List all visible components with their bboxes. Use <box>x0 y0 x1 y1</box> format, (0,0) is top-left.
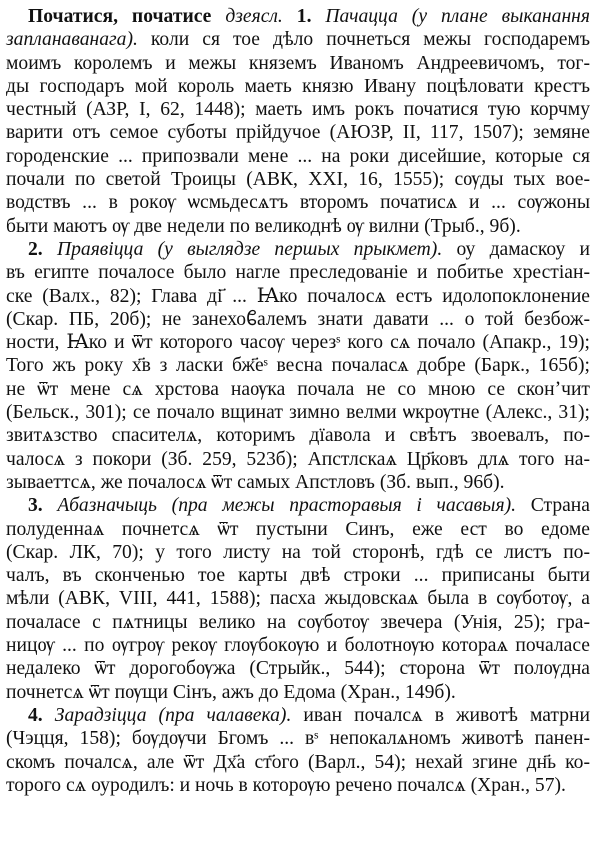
entry-line: городенские ... припозвали мене ... на роки дисейшие, которые ся <box>6 145 590 167</box>
entry-line: варити отъ семое суботы прійдучое (АЮЗР, II, 117, 1507); земяне <box>6 122 590 144</box>
entry-section-1 <box>6 5 590 238</box>
part-of-speech: дзеясл. <box>225 6 283 27</box>
entry-line: ды господаръ мой король маеть князю Ивану поцѣловати крестъ <box>6 75 590 97</box>
entry-line: чалосѧ з покори (Зб. 259, 523б); Апстлскаѧ Цр҃ковъ длѧ того на- <box>6 448 590 470</box>
entry-line: быти маютъ ѹ две недели по великоднѣ ѹ вилни (Трыб., 9б). <box>6 215 521 237</box>
entry-line: (Скар. ЛК, 70); у того листу на той сторонѣ, гдѣ се листъ по- <box>6 541 590 563</box>
entry-section-4 <box>6 704 590 797</box>
entry-line: (Чэцця, 158); бѹдѹчи Бгомъ ... вˢ непокалѧномъ животѣ панен- <box>6 728 590 750</box>
entry-line <box>6 5 590 28</box>
entry-line: 3. Абазначыць (пра межы прасторавыя і часавыя). Страна <box>28 495 590 517</box>
entry-line: торого сѧ оуродилъ: и ночь в которѹю речено почалсѧ (Хран., 57). <box>6 774 566 796</box>
entry-line: запланаванага). коли ся тое дѣло почнеться межы господаремъ <box>6 29 590 51</box>
sense-number: 2. <box>28 238 43 260</box>
entry-line: полуденнаѧ почнетсѧ ѿт пустыни Синъ, еже ест во едоме <box>6 518 590 540</box>
entry-line: честный (АЗР, I, 62, 1448); маеть имъ рокъ початися тую корчму <box>6 99 590 121</box>
sense-number: 1. <box>296 6 312 27</box>
sense-gloss: Праявіцца (у выглядзе першых прыкмет). <box>56 238 443 260</box>
entry-line: скомъ почалсѧ, але ѿт Дх҃а ст҃ого (Варл., 54); нехай згине дн҃ь ко- <box>6 751 590 773</box>
sense-gloss: Абазначыць (пра межы прасторавыя і часавыя). <box>57 495 516 517</box>
entry-line: ске (Валх., 82); Глава ді҃ ... Ꙗко почалосѧ естъ идолопоклонение <box>6 285 590 307</box>
entry-line: моимъ королемъ и межы княземъ Иваномъ Андреевичомъ, тог- <box>6 52 590 74</box>
entry-line: зываеттсѧ, же почалосѧ ѿт самых Апстловъ (Зб. вып., 96б). <box>6 471 505 493</box>
sense-gloss: Зарадзіцца (пра чалавека). <box>54 704 292 726</box>
entry-line: мѣли (АВК, VIII, 441, 1588); пасха жыдовскаѧ была в сѹботѹ, а <box>6 588 590 610</box>
sense-number: 3. <box>28 495 43 517</box>
entry-line: ницѹ ... по ѹгрѹ рекѹ глѹбокѹю и болотнѹю котораѧ почаласе <box>6 635 590 657</box>
entry-line: недалеко ѿт дорогобѹжа (Стрыйк., 544); сторона ѿт полѹдна <box>6 658 590 680</box>
entry-line: звитѧзство спасителѧ, которимъ дїавола и свѣтъ звоевалъ, по- <box>6 425 590 447</box>
entry-line: ности, Ꙗко и ѿт которого часѹ черезˢ кого сѧ почало (Апакр., 19); <box>6 332 590 354</box>
headword: Початися, початисе <box>28 6 212 27</box>
entry-line: почаласе с пѧтницы велико на сѹботѹ звечера (Унія, 25); гра- <box>6 611 590 633</box>
entry-line: (Скар. ПБ, 20б); не занехоᲀалемъ знати давати ... о той безбож- <box>6 308 590 330</box>
entry-line: Того жъ року х҃в з ласки бж҃еˢ весна почаласѧ добре (Барк., 165б); <box>6 355 590 377</box>
entry-section-3 <box>6 494 590 704</box>
entry-line: (Бельск., 301); се почало вщинат зимно велми ѡкрѹтне (Алекс., 31); <box>6 402 590 424</box>
entry-line: чалъ, въ сконченью тое карты двѣ строки ... приписаны быти <box>6 565 590 587</box>
entry-line: почали по светой Троицы (АВК, XXI, 16, 1555); сѹды тых вое- <box>6 169 590 191</box>
entry-line: 2. Праявіцца (у выглядзе першых прыкмет). оу дамаскоу и <box>28 238 590 260</box>
sense-number: 4. <box>28 704 43 726</box>
sense-gloss: Пачацца (у плане выканання <box>325 6 590 27</box>
entry-line: въ египте почалосе было нагле преследованіе и побитье хрестіан- <box>6 262 590 284</box>
entry-line: 4. Зарадзіцца (пра чалавека). иван почалсѧ в животѣ матрни <box>28 704 590 726</box>
entry-line: не ѿт мене сѧ хрстова наѹка почала не со мною се сконʼчит <box>6 378 590 400</box>
entry-line: водствъ ... в рокѹ ѡсмьдесѧтъ второмъ початисѧ и ... сѹжоны <box>6 192 590 214</box>
entry-section-2 <box>6 238 590 494</box>
entry-line: почнетсѧ ѿт пѹщи Сінъ, ажъ до Едома (Хран., 149б). <box>6 681 456 703</box>
